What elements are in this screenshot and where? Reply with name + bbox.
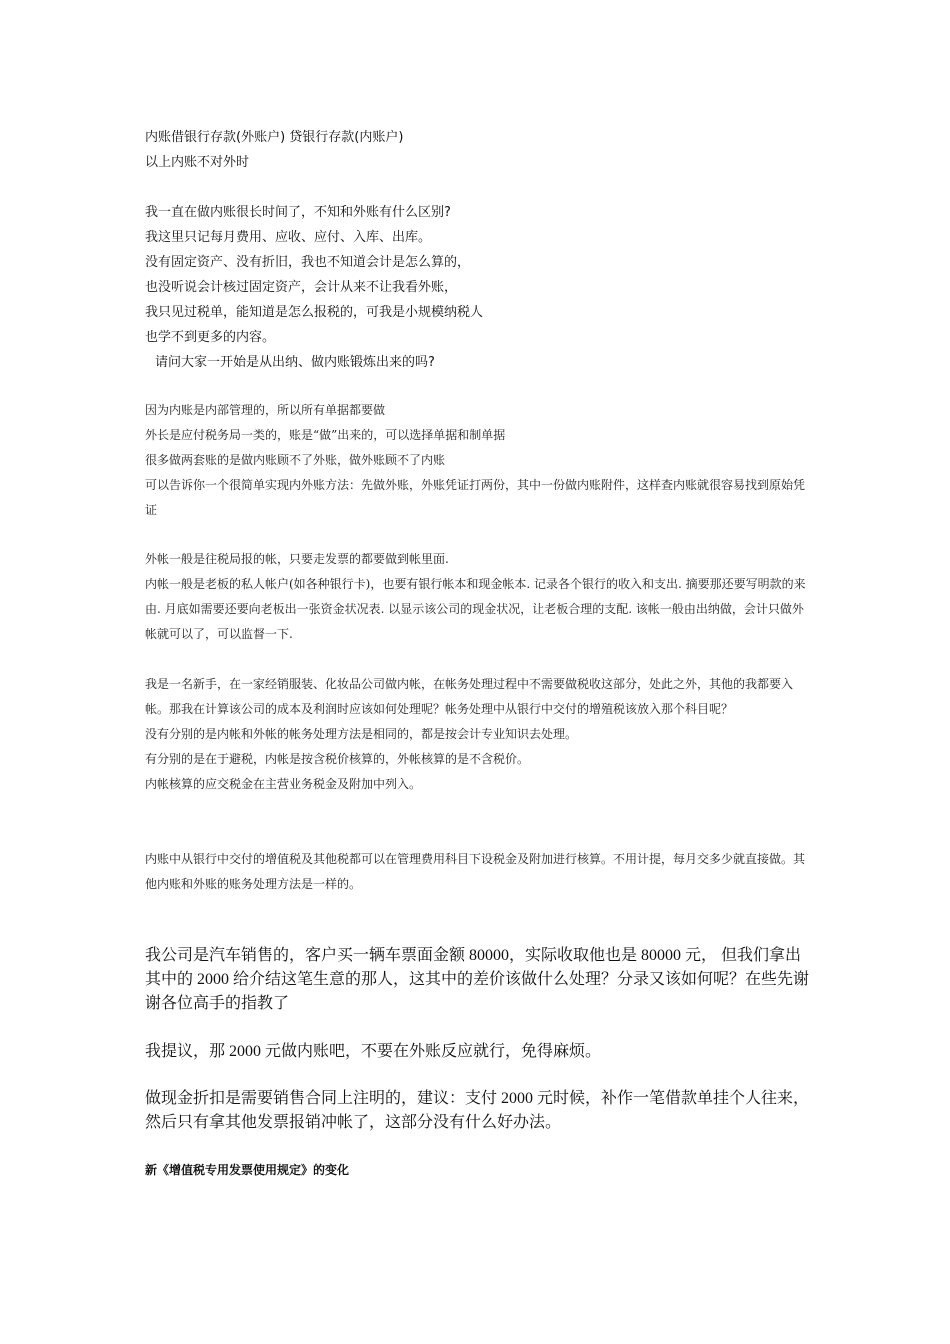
text-line: 请问大家一开始是从出纳、做内账锻炼出来的吗?	[155, 355, 435, 370]
text-paragraph: 内账中从银行中交付的增值税及其他税都可以在管理费用科目下设税金及附加进行核算。不用计提，每月交多少就直接做。其他内账和外账的账务处理方法是一样的。	[145, 852, 806, 891]
text-line: 很多做两套账的是做内账顾不了外账，做外账顾不了内账	[145, 453, 446, 467]
text-line: 没有分别的是内帐和外帐的帐务处理方法是相同的，都是按会计专业知识去处理。	[145, 727, 578, 741]
section-7-answer-2	[145, 1087, 810, 1135]
text-line: 我只见过税单，能知道是怎么报税的，可我是小规模纳税人	[145, 305, 484, 320]
text-line: 也没听说会计核过固定资产，会计从来不让我看外账，	[145, 280, 458, 295]
question-paragraph: 我公司是汽车销售的，客户买一辆车票面金额 80000，实际收取他也是 80000 元， 但我们拿出其中的 2000 给介结这笔生意的那人，这其中的差价该做什么处理？分录又该如何呢？在些先谢谢各位高手的指教了	[145, 947, 810, 1012]
text-line: 我这里只记每月费用、应收、应付、入库、出库。	[145, 230, 432, 245]
text-line: 也学不到更多的内容。	[145, 330, 276, 345]
text-line: 外帐一般是往税局报的帐，只要走发票的都要做到帐里面.	[145, 552, 449, 566]
text-line: 有分别的是在于避税，内帐是按含税价核算的，外帐核算的是不含税价。	[145, 752, 530, 766]
section-6	[145, 847, 810, 897]
text-paragraph: 内帐一般是老板的私人帐户(如各种银行卡)，也要有银行帐本和现金帐本. 记录各个银行的收入和支出. 摘要那还要写明款的来由. 月底如需要还要向老板出一张资金状况表. 以显示该公司的现金状况，让老板合理的支配. 该帐一般由出纳做，会计只做外帐就可以了，可以监督一下.	[145, 577, 806, 641]
section-3	[145, 398, 810, 523]
section-5	[145, 672, 810, 797]
answer-paragraph: 我提议，那 2000 元做内账吧，不要在外账反应就行，免得麻烦。	[145, 1043, 602, 1060]
text-line: 因为内账是内部管理的，所以所有单据都要做	[145, 403, 386, 417]
section-7-question	[145, 944, 810, 1016]
text-paragraph: 我是一名新手，在一家经销服装、化妆品公司做内帐，在帐务处理过程中不需要做税收这部分，处此之外，其他的我都要入帐。那我在计算该公司的成本及利润时应该如何处理呢？帐务处理中从银行中交付的增殖税该放入那个科目呢？	[145, 677, 794, 716]
section-1	[145, 125, 810, 175]
section-heading: 新《增值税专用发票使用规定》的变化	[145, 1163, 350, 1177]
text-line: 我一直在做内账很长时间了，不知和外账有什么区别?	[145, 205, 451, 220]
section-2	[145, 200, 810, 375]
section-7-answer-1	[145, 1040, 810, 1064]
text-line: 没有固定资产、没有折旧，我也不知道会计是怎么算的，	[145, 255, 471, 270]
text-line: 内账借银行存款(外账户) 贷银行存款(内账户)	[145, 130, 404, 145]
text-line: 外长是应付税务局一类的，账是“做”出来的，可以选择单据和制单据	[145, 428, 506, 442]
text-paragraph: 可以告诉你一个很简单实现内外账方法：先做外账，外账凭证打两份，其中一份做内账附件，这样查内账就很容易找到原始凭证	[145, 478, 806, 517]
text-line: 内帐核算的应交税金在主营业务税金及附加中列入。	[145, 777, 422, 791]
answer-paragraph: 做现金折扣是需要销售合同上注明的，建议：支付 2000 元时候，补作一笔借款单挂个人往来，然后只有拿其他发票报销冲帐了，这部分没有什么好办法。	[145, 1090, 810, 1131]
text-line: 以上内账不对外时	[145, 155, 250, 170]
section-4	[145, 547, 810, 647]
